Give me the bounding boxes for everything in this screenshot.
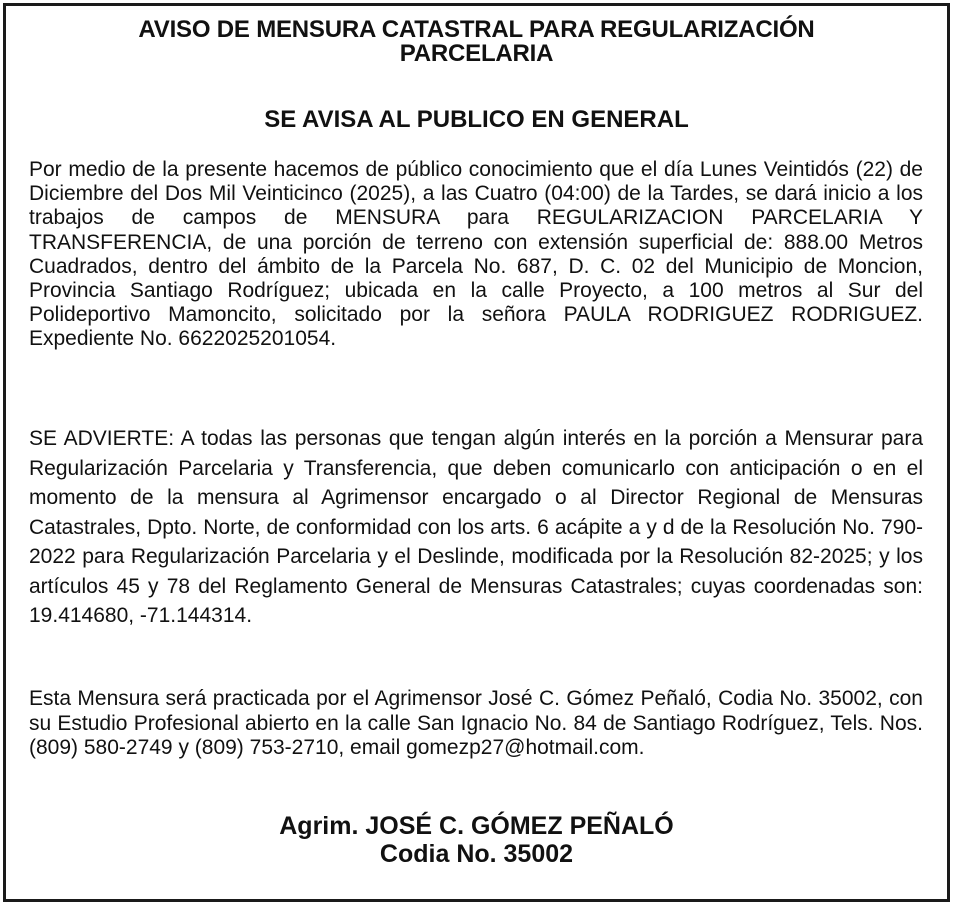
notice-title-line2: PARCELARIA	[399, 40, 554, 67]
notice-paragraph-announcement: Por medio de la presente hacemos de público conocimiento que el día Lunes Veintidós (22) de Diciembre del Dos Mil Veinticinco (2025), a las Cuatro (04:00) de la Tardes, se dará inicio a los trabajos de campos de MENSURA para REGULARIZACION PARCELARIA Y TRANSFERENCIA, de una porción de terreno con extensión superficial de: 888.00 Metros Cuadrados, dentro del ámbito de la Parcela No. 687, D. C. 02 del Municipio de Moncion, Provincia Santiago Rodríguez; ubicada en la calle Proyecto, a 100 metros al Sur del Polideportivo Mamoncito, solicitado por la señora PAULA RODRIGUEZ RODRIGUEZ. Expediente No. 6622025201054.	[29, 158, 923, 351]
signature-codia: Codia No. 35002	[379, 840, 574, 868]
notice-paragraph-surveyor: Esta Mensura será practicada por el Agrimensor José C. Gómez Peñaló, Codia No. 35002, con su Estudio Profesional abierto en la calle San Ignacio No. 84 de Santiago Rodríguez, Tels. Nos. (809) 580-2749 y (809) 753-2710, email gomezp27@hotmail.com.	[29, 687, 923, 759]
notice-subtitle: SE AVISA AL PUBLICO EN GENERAL	[264, 106, 689, 133]
notice-title	[6, 18, 947, 66]
notice-title-line1: AVISO DE MENSURA CATASTRAL PARA REGULARIZACIÓN	[138, 16, 815, 43]
signature-name: Agrim. JOSÉ C. GÓMEZ PEÑALÓ	[279, 812, 674, 840]
notice-paragraph-warning: SE ADVIERTE: A todas las personas que tengan algún interés en la porción a Mensurar para Regularización Parcelaria y Transferencia, que deben comunicarlo con anticipación o en el momento de la mensura al Agrimensor encargado o al Director Regional de Mensuras Catastrales, Dpto. Norte, de conformidad con los arts. 6 acápite a y d de la Resolución No. 790-2022 para Regularización Parcelaria y el Deslinde, modificada por la Resolución 82-2025; y los artículos 45 y 78 del Reglamento General de Mensuras Catastrales; cuyas coordenadas son: 19.414680, -71.144314.	[29, 427, 923, 627]
notice-frame	[3, 3, 950, 902]
